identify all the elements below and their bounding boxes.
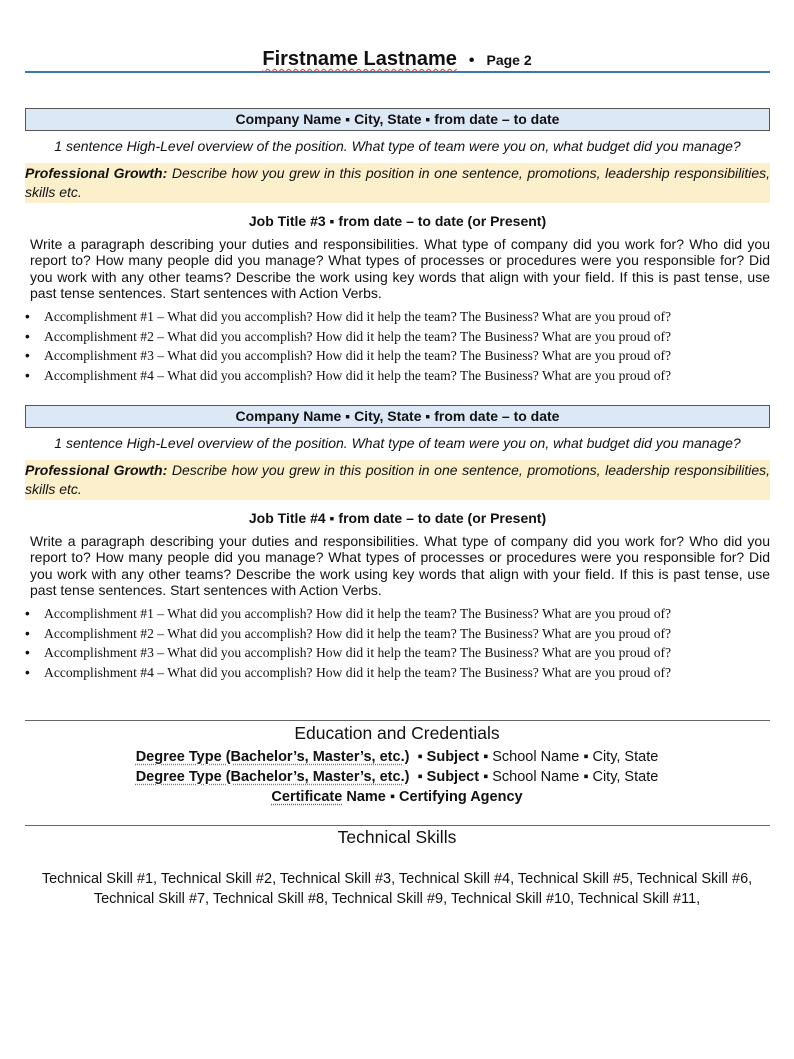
professional-growth	[25, 163, 770, 203]
skills-rule	[25, 825, 770, 826]
certificate-word: Certificate	[271, 789, 343, 805]
degree-line	[0, 747, 794, 767]
accomplishment-item: • Accomplishment #3 – What did you accomplish? How did it help the team? The Business? What are you proud of?	[25, 643, 770, 663]
job-section	[25, 108, 770, 385]
growth-label: Professional Growth:	[25, 462, 168, 478]
page-header	[0, 48, 794, 71]
position-overview: 1 sentence High-Level overview of the position. What type of team were you on, what budget did you manage?	[54, 435, 741, 451]
growth-label: Professional Growth:	[25, 165, 168, 181]
accomplishment-item: • Accomplishment #2 – What did you accomplish? How did it help the team? The Business? What are you proud of?	[25, 327, 770, 347]
degree-type: Degree Type (Bachelor’s, Master’s, etc.)	[135, 749, 410, 765]
job-title: Job Title #3 ▪ from date – to date (or Present)	[248, 213, 547, 229]
accomplishment-item: • Accomplishment #3 – What did you accomplish? How did it help the team? The Business? What are you proud of?	[25, 346, 770, 366]
professional-growth	[25, 460, 770, 500]
degree-subject: ▪ Subject	[413, 749, 480, 765]
accomplishment-list	[25, 307, 770, 385]
degree-subject: ▪ Subject	[413, 769, 480, 785]
skills-line: Technical Skill #1, Technical Skill #2, Technical Skill #3, Technical Skill #4, Technical Skill #5, Technical Skill #6,	[41, 871, 753, 887]
accomplishment-item: • Accomplishment #1 – What did you accomplish? How did it help the team? The Business? What are you proud of?	[25, 604, 770, 624]
degree-school: ▪ School Name ▪ City, State	[479, 749, 659, 765]
header-separator: •	[468, 52, 475, 69]
growth-text: Describe how you grew in this position in one sentence, promotions, leadership responsibilities, skills etc.	[25, 462, 770, 497]
candidate-name: Firstname Lastname	[262, 48, 457, 70]
education-heading: Education and Credentials	[294, 723, 500, 743]
certificate-rest: Name ▪ Certifying Agency	[342, 789, 523, 805]
accomplishment-item: • Accomplishment #1 – What did you accomplish? How did it help the team? The Business? What are you proud of?	[25, 307, 770, 327]
accomplishment-item: • Accomplishment #4 – What did you accomplish? How did it help the team? The Business? What are you proud of?	[25, 366, 770, 386]
job-title: Job Title #4 ▪ from date – to date (or Present)	[248, 510, 547, 526]
skills-heading: Technical Skills	[337, 827, 457, 847]
growth-text: Describe how you grew in this position in one sentence, promotions, leadership responsibilities, skills etc.	[25, 165, 770, 200]
education-rule	[25, 720, 770, 721]
header-rule	[25, 71, 770, 73]
job-description: Write a paragraph describing your duties and responsibilities. What type of company did you work for? Who did you report to? How many people did you manage? What types of processes or procedures were you responsible for? Did you work with any other teams? Describe the work using key words that align with your field. If this is past tense, use past tense sentences. Start sentences with Action Verbs.	[30, 236, 770, 301]
page-number: Page 2	[486, 52, 532, 68]
job-description: Write a paragraph describing your duties and responsibilities. What type of company did you work for? Who did you report to? How many people did you manage? What types of processes or procedures were you responsible for? Did you work with any other teams? Describe the work using key words that align with your field. If this is past tense, use past tense sentences. Start sentences with Action Verbs.	[30, 533, 770, 598]
certificate-line	[0, 787, 794, 807]
accomplishment-list	[25, 604, 770, 682]
accomplishment-item: • Accomplishment #4 – What did you accomplish? How did it help the team? The Business? What are you proud of?	[25, 663, 770, 683]
skills-line: Technical Skill #7, Technical Skill #8, Technical Skill #9, Technical Skill #10, Technical Skill #11,	[93, 891, 701, 907]
company-line: Company Name ▪ City, State ▪ from date – to date	[25, 405, 770, 428]
degree-type: Degree Type (Bachelor’s, Master’s, etc.)	[135, 769, 410, 785]
degree-line	[0, 767, 794, 787]
accomplishment-item: • Accomplishment #2 – What did you accomplish? How did it help the team? The Business? What are you proud of?	[25, 624, 770, 644]
position-overview: 1 sentence High-Level overview of the position. What type of team were you on, what budget did you manage?	[54, 138, 741, 154]
company-line: Company Name ▪ City, State ▪ from date – to date	[25, 108, 770, 131]
job-section	[25, 405, 770, 682]
degree-school: ▪ School Name ▪ City, State	[479, 769, 659, 785]
